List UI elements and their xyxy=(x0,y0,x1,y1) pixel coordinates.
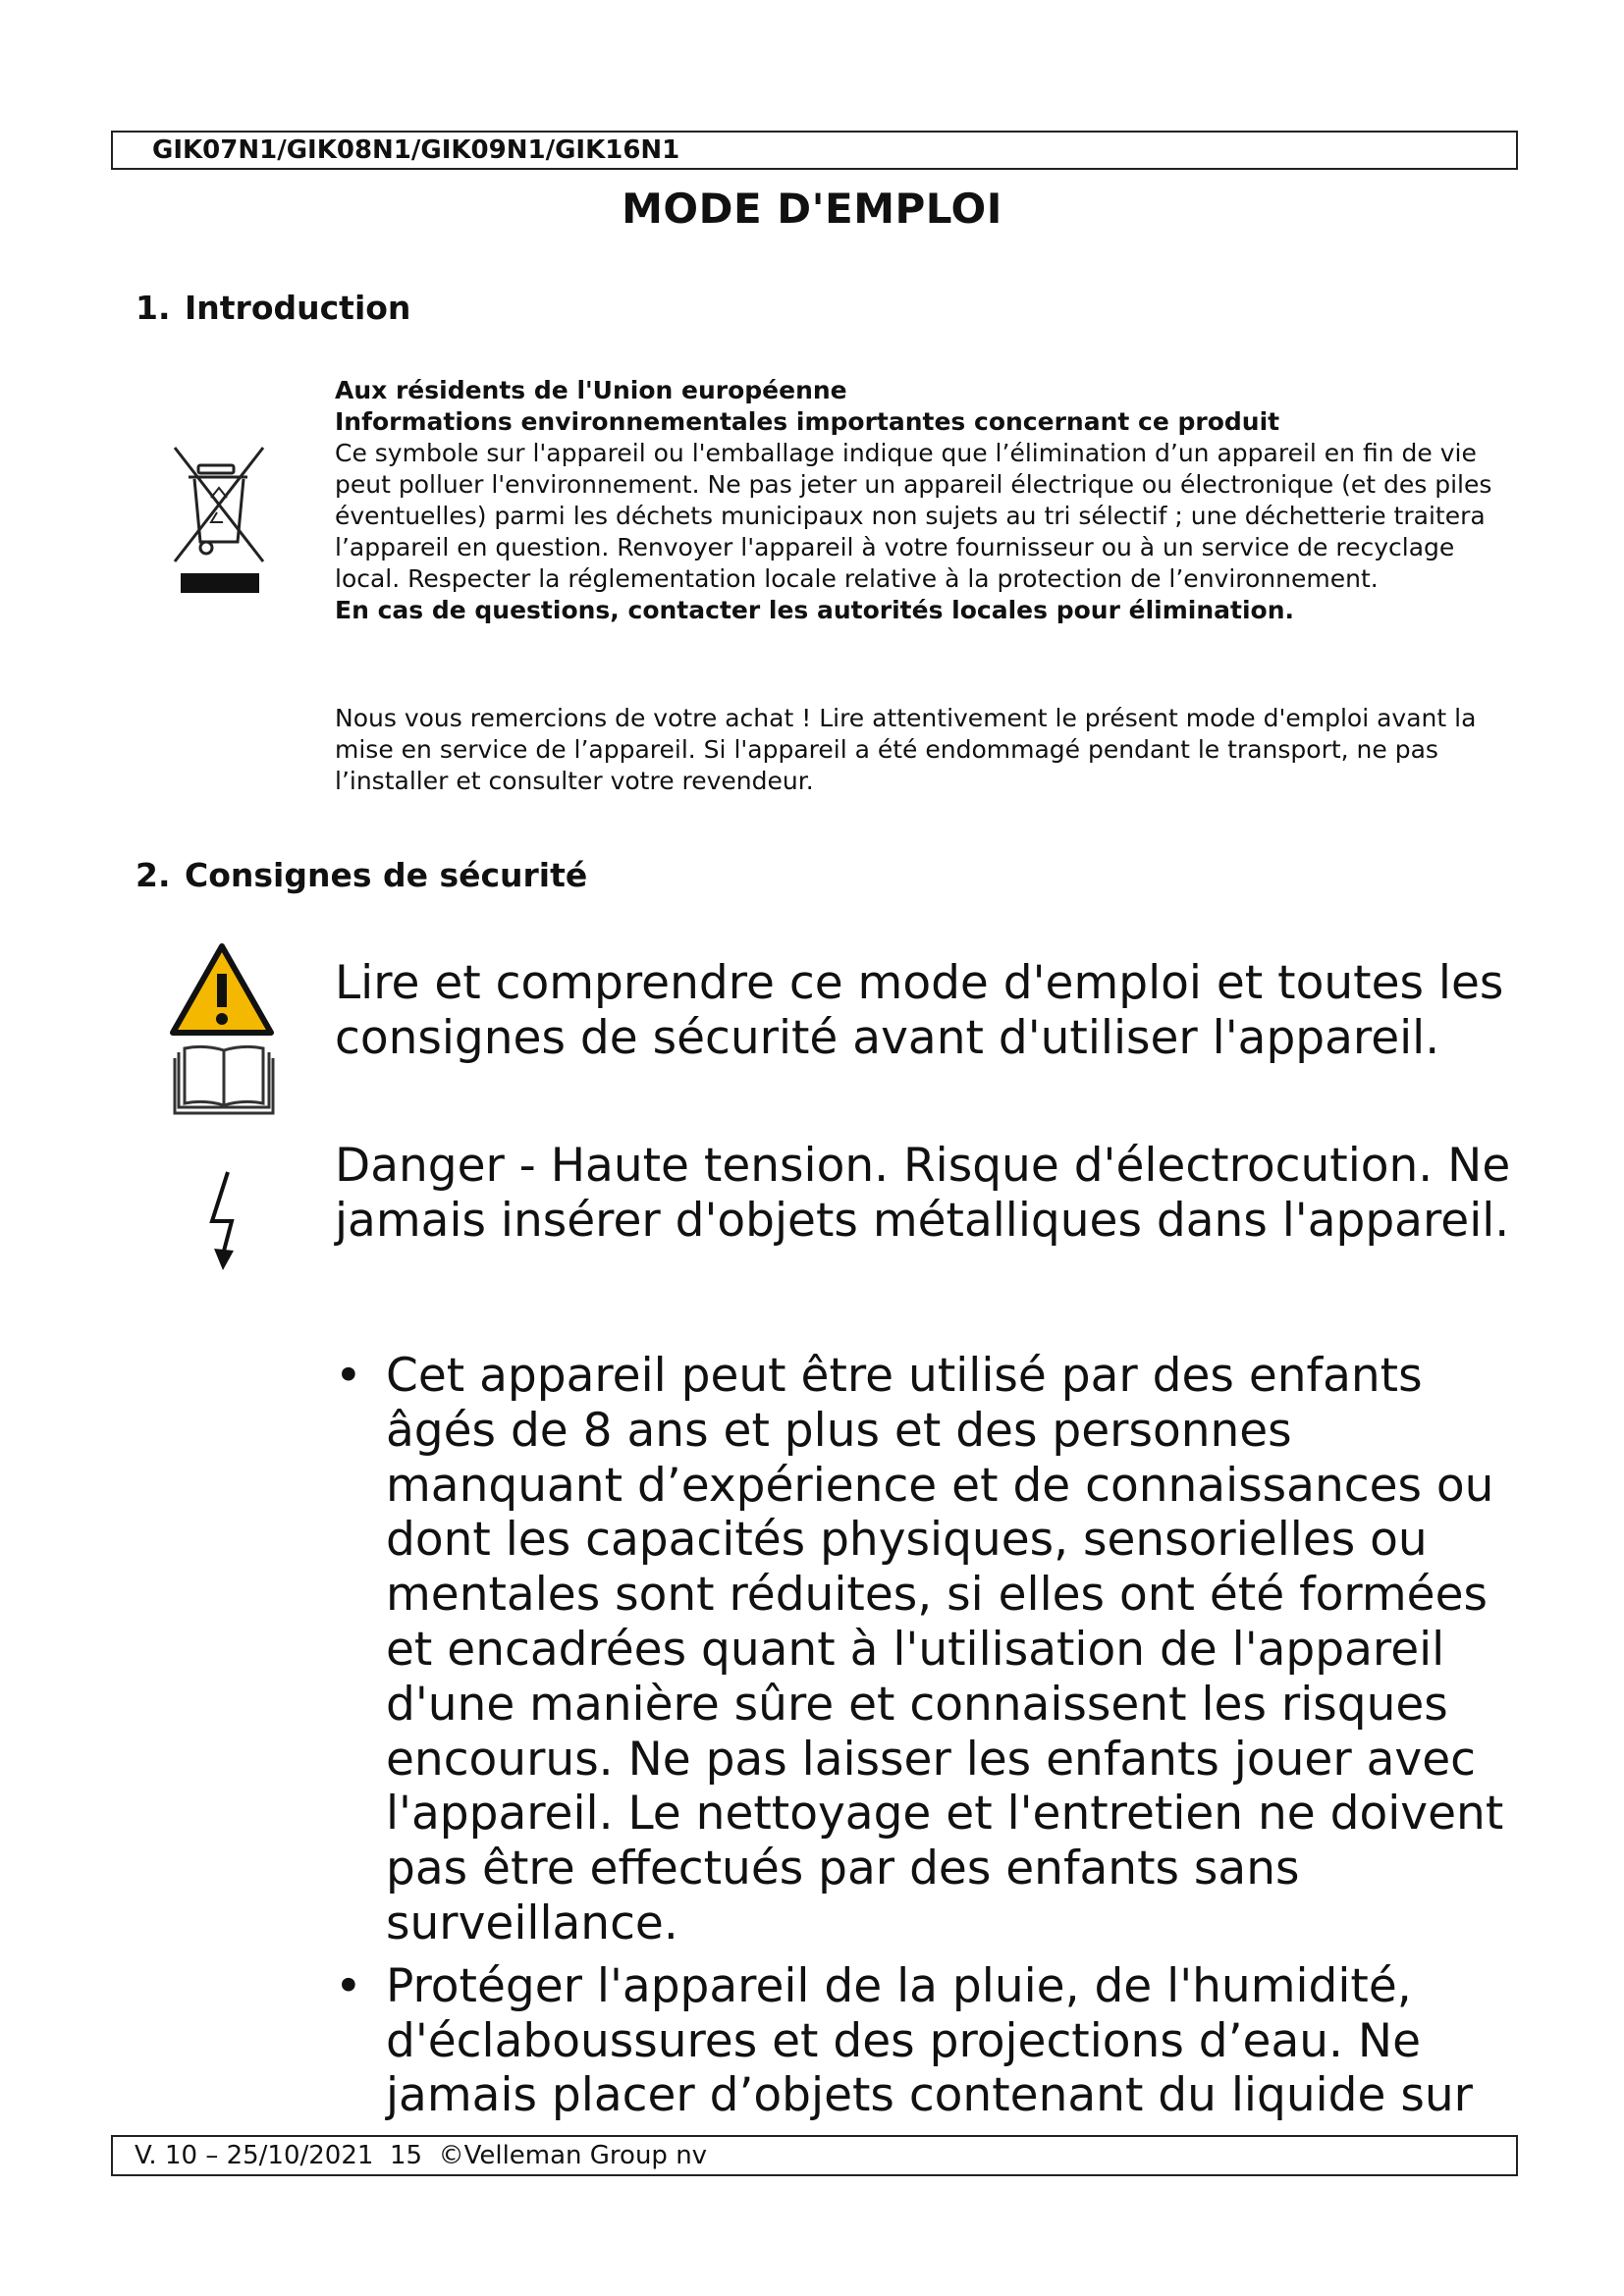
footer-text: V. 10 – 25/10/2021 15 ©Velleman Group nv xyxy=(135,2141,708,2170)
thanks-text: Nous vous remercions de votre achat ! Lire attentivement le présent mode d'emploi avant la mise en service de l’appareil. Si l'appareil a été endommagé pendant le transport, ne pas l’installer et consulter votre revendeur. xyxy=(335,704,1477,795)
questions-text: En cas de questions, contacter les autorités locales pour élimination. xyxy=(335,596,1294,624)
high-voltage-icon xyxy=(206,1170,249,1272)
warning-triangle-icon xyxy=(167,940,277,1039)
eu-residents-title: Aux résidents de l'Union européenne xyxy=(335,376,847,404)
list-item xyxy=(335,1959,1513,2123)
header-model-box xyxy=(111,131,1518,170)
manual-book-icon xyxy=(173,1042,275,1119)
list-item xyxy=(335,1349,1513,1951)
safety-bullet-list xyxy=(335,1349,1513,2131)
section-1-number: 1. xyxy=(135,289,171,327)
bullet-dot: • xyxy=(335,1958,362,2013)
footer-box xyxy=(111,2135,1518,2176)
disposal-text: Ce symbole sur l'appareil ou l'emballage indique que l’élimination d’un appareil en fin de vie peut polluer l'environnement. Ne pas jeter un appareil électrique ou électronique (et des piles éventuelles) parmi les déchets municipaux non sujets au tri sélectif ; une déchetterie traitera l’appareil en question. Renvoyer l'appareil à votre fournisseur ou à un service de recyclage local. Respecter la réglementation locale relative à la protection de l’environnement. xyxy=(335,439,1492,593)
page-title: MODE D'EMPLOI xyxy=(622,185,1002,233)
env-info-title: Informations environnementales importantes concernant ce produit xyxy=(335,407,1280,436)
weee-bin-icon xyxy=(167,444,273,599)
section-1-heading xyxy=(135,289,410,328)
section-2-title: Consignes de sécurité xyxy=(185,856,588,894)
model-codes: GIK07N1/GIK08N1/GIK09N1/GIK16N1 xyxy=(152,135,680,165)
danger-text: Danger - Haute tension. Risque d'électrocution. Ne jamais insérer d'objets métalliques dans l'appareil. xyxy=(335,1139,1511,1248)
bullet-text: Protéger l'appareil de la pluie, de l'humidité, d'éclaboussures et des projections d’eau. Ne jamais placer d’objets contenant du liquide sur xyxy=(386,1958,1473,2123)
section-2-number: 2. xyxy=(135,856,171,894)
read-manual-text: Lire et comprendre ce mode d'emploi et toutes les consignes de sécurité avant d'utiliser l'appareil. xyxy=(335,956,1504,1065)
section-1-title: Introduction xyxy=(185,289,411,327)
bullet-text: Cet appareil peut être utilisé par des enfants âgés de 8 ans et plus et des personnes manquant d’expérience et de connaissances ou dont les capacités physiques, sensorielles ou mentales sont réduites, si elles ont été formées et encadrées quant à l'utilisation de l'appareil d'une manière sûre et connaissent les risques encourus. Ne pas laisser les enfants jouer avec l'appareil. Le nettoyage et l'entretien ne doivent pas être effectués par des enfants sans surveillance. xyxy=(386,1349,1504,1950)
section-2-heading xyxy=(135,856,587,895)
intro-disposal-block xyxy=(335,375,1493,626)
bullet-dot: • xyxy=(335,1349,362,1403)
